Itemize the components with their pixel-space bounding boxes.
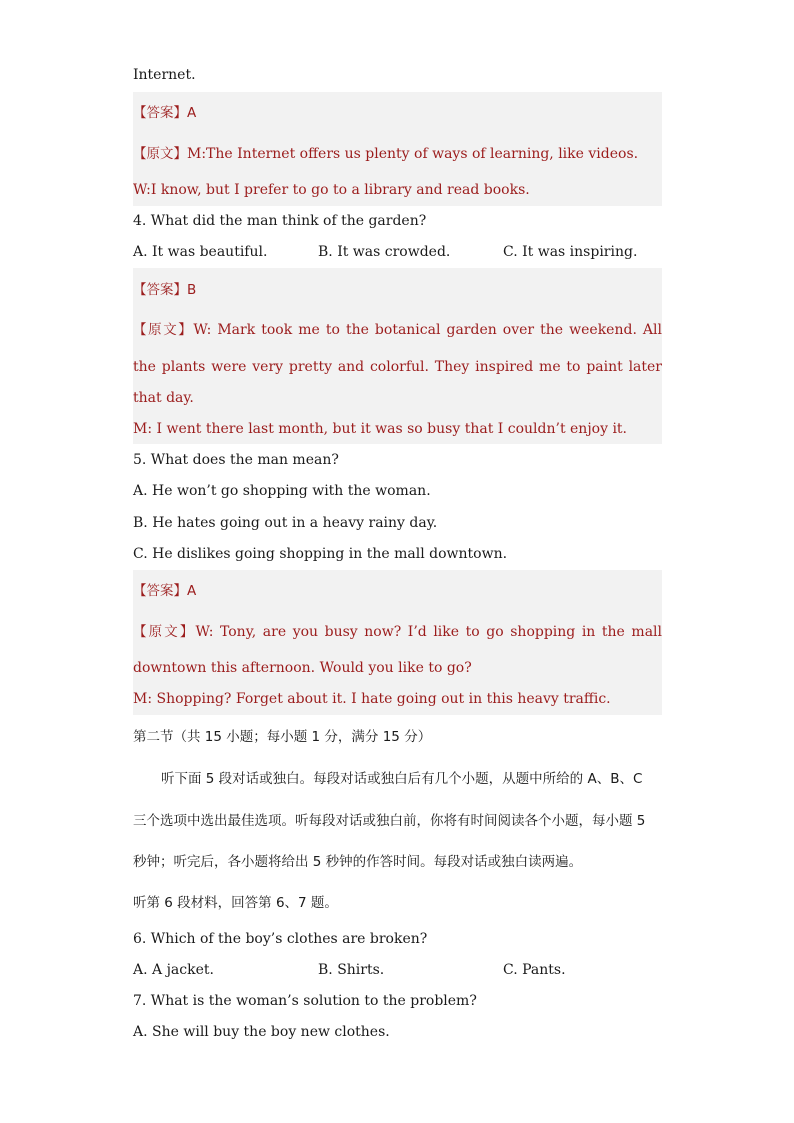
transcript-label: 【原文】	[133, 624, 196, 640]
question-4: 4. What did the man think of the garden?	[133, 213, 427, 229]
transcript-line	[133, 145, 638, 163]
transcript-text: W: Mark took me to the botanical garden over the weekend. All	[193, 322, 663, 338]
transcript-text: M:The Internet offers us plenty of ways of learning, like videos.	[187, 146, 639, 162]
transcript-line	[133, 321, 662, 339]
transcript-label: 【原文】	[133, 322, 194, 338]
option-a: A. She will buy the boy new clothes.	[133, 1024, 390, 1040]
transcript-line: W:I know, but I prefer to go to a library and read books.	[133, 182, 530, 198]
answer-label: 【答案】A	[133, 583, 197, 599]
transcript-line: M: I went there last month, but it was so busy that I couldn’t enjoy it.	[133, 421, 628, 437]
option-b: B. It was crowded.	[318, 244, 451, 260]
option-c: C. Pants.	[503, 962, 566, 978]
answer-label: 【答案】A	[133, 105, 197, 121]
option-b: B. Shirts.	[318, 962, 385, 978]
option-a: A. A jacket.	[133, 962, 214, 978]
material-heading: 听第 6 段材料，回答第 6、7 题。	[133, 895, 338, 911]
section-heading: 第二节（共 15 小题；每小题 1 分，满分 15 分）	[133, 729, 432, 745]
transcript-text: W: Tony, are you busy now? I’d like to go shopping in the mall	[195, 624, 662, 640]
answer-label: 【答案】B	[133, 282, 197, 298]
option-a: A. It was beautiful.	[133, 244, 268, 260]
transcript-line	[133, 623, 662, 641]
instructions-line: 三个选项中选出最佳选项。听每段对话或独白前，你将有时间阅读各个小题，每小题 5	[133, 813, 646, 829]
question-6: 6. Which of the boy’s clothes are broken?	[133, 931, 428, 947]
transcript-label: 【原文】	[133, 146, 187, 162]
question-5: 5. What does the man mean?	[133, 452, 339, 468]
previous-text-tail: Internet.	[133, 67, 196, 83]
option-c: C. He dislikes going shopping in the mall downtown.	[133, 546, 508, 562]
transcript-line: that day.	[133, 390, 194, 406]
option-b: B. He hates going out in a heavy rainy day.	[133, 515, 438, 531]
instructions-line: 秒钟；听完后，各小题将给出 5 秒钟的作答时间。每段对话或独白读两遍。	[133, 854, 583, 870]
transcript-line: downtown this afternoon. Would you like to go?	[133, 660, 472, 676]
question-7: 7. What is the woman’s solution to the problem?	[133, 993, 477, 1009]
transcript-line: the plants were very pretty and colorful. They inspired me to paint later	[133, 359, 662, 375]
answer-box-q4	[133, 268, 662, 444]
option-a: A. He won’t go shopping with the woman.	[133, 483, 431, 499]
option-c: C. It was inspiring.	[503, 244, 638, 260]
instructions-line: 听下面 5 段对话或独白。每段对话或独白后有几个小题，从题中所给的 A、B、C	[161, 771, 643, 787]
transcript-line: M: Shopping? Forget about it. I hate going out in this heavy traffic.	[133, 691, 611, 707]
